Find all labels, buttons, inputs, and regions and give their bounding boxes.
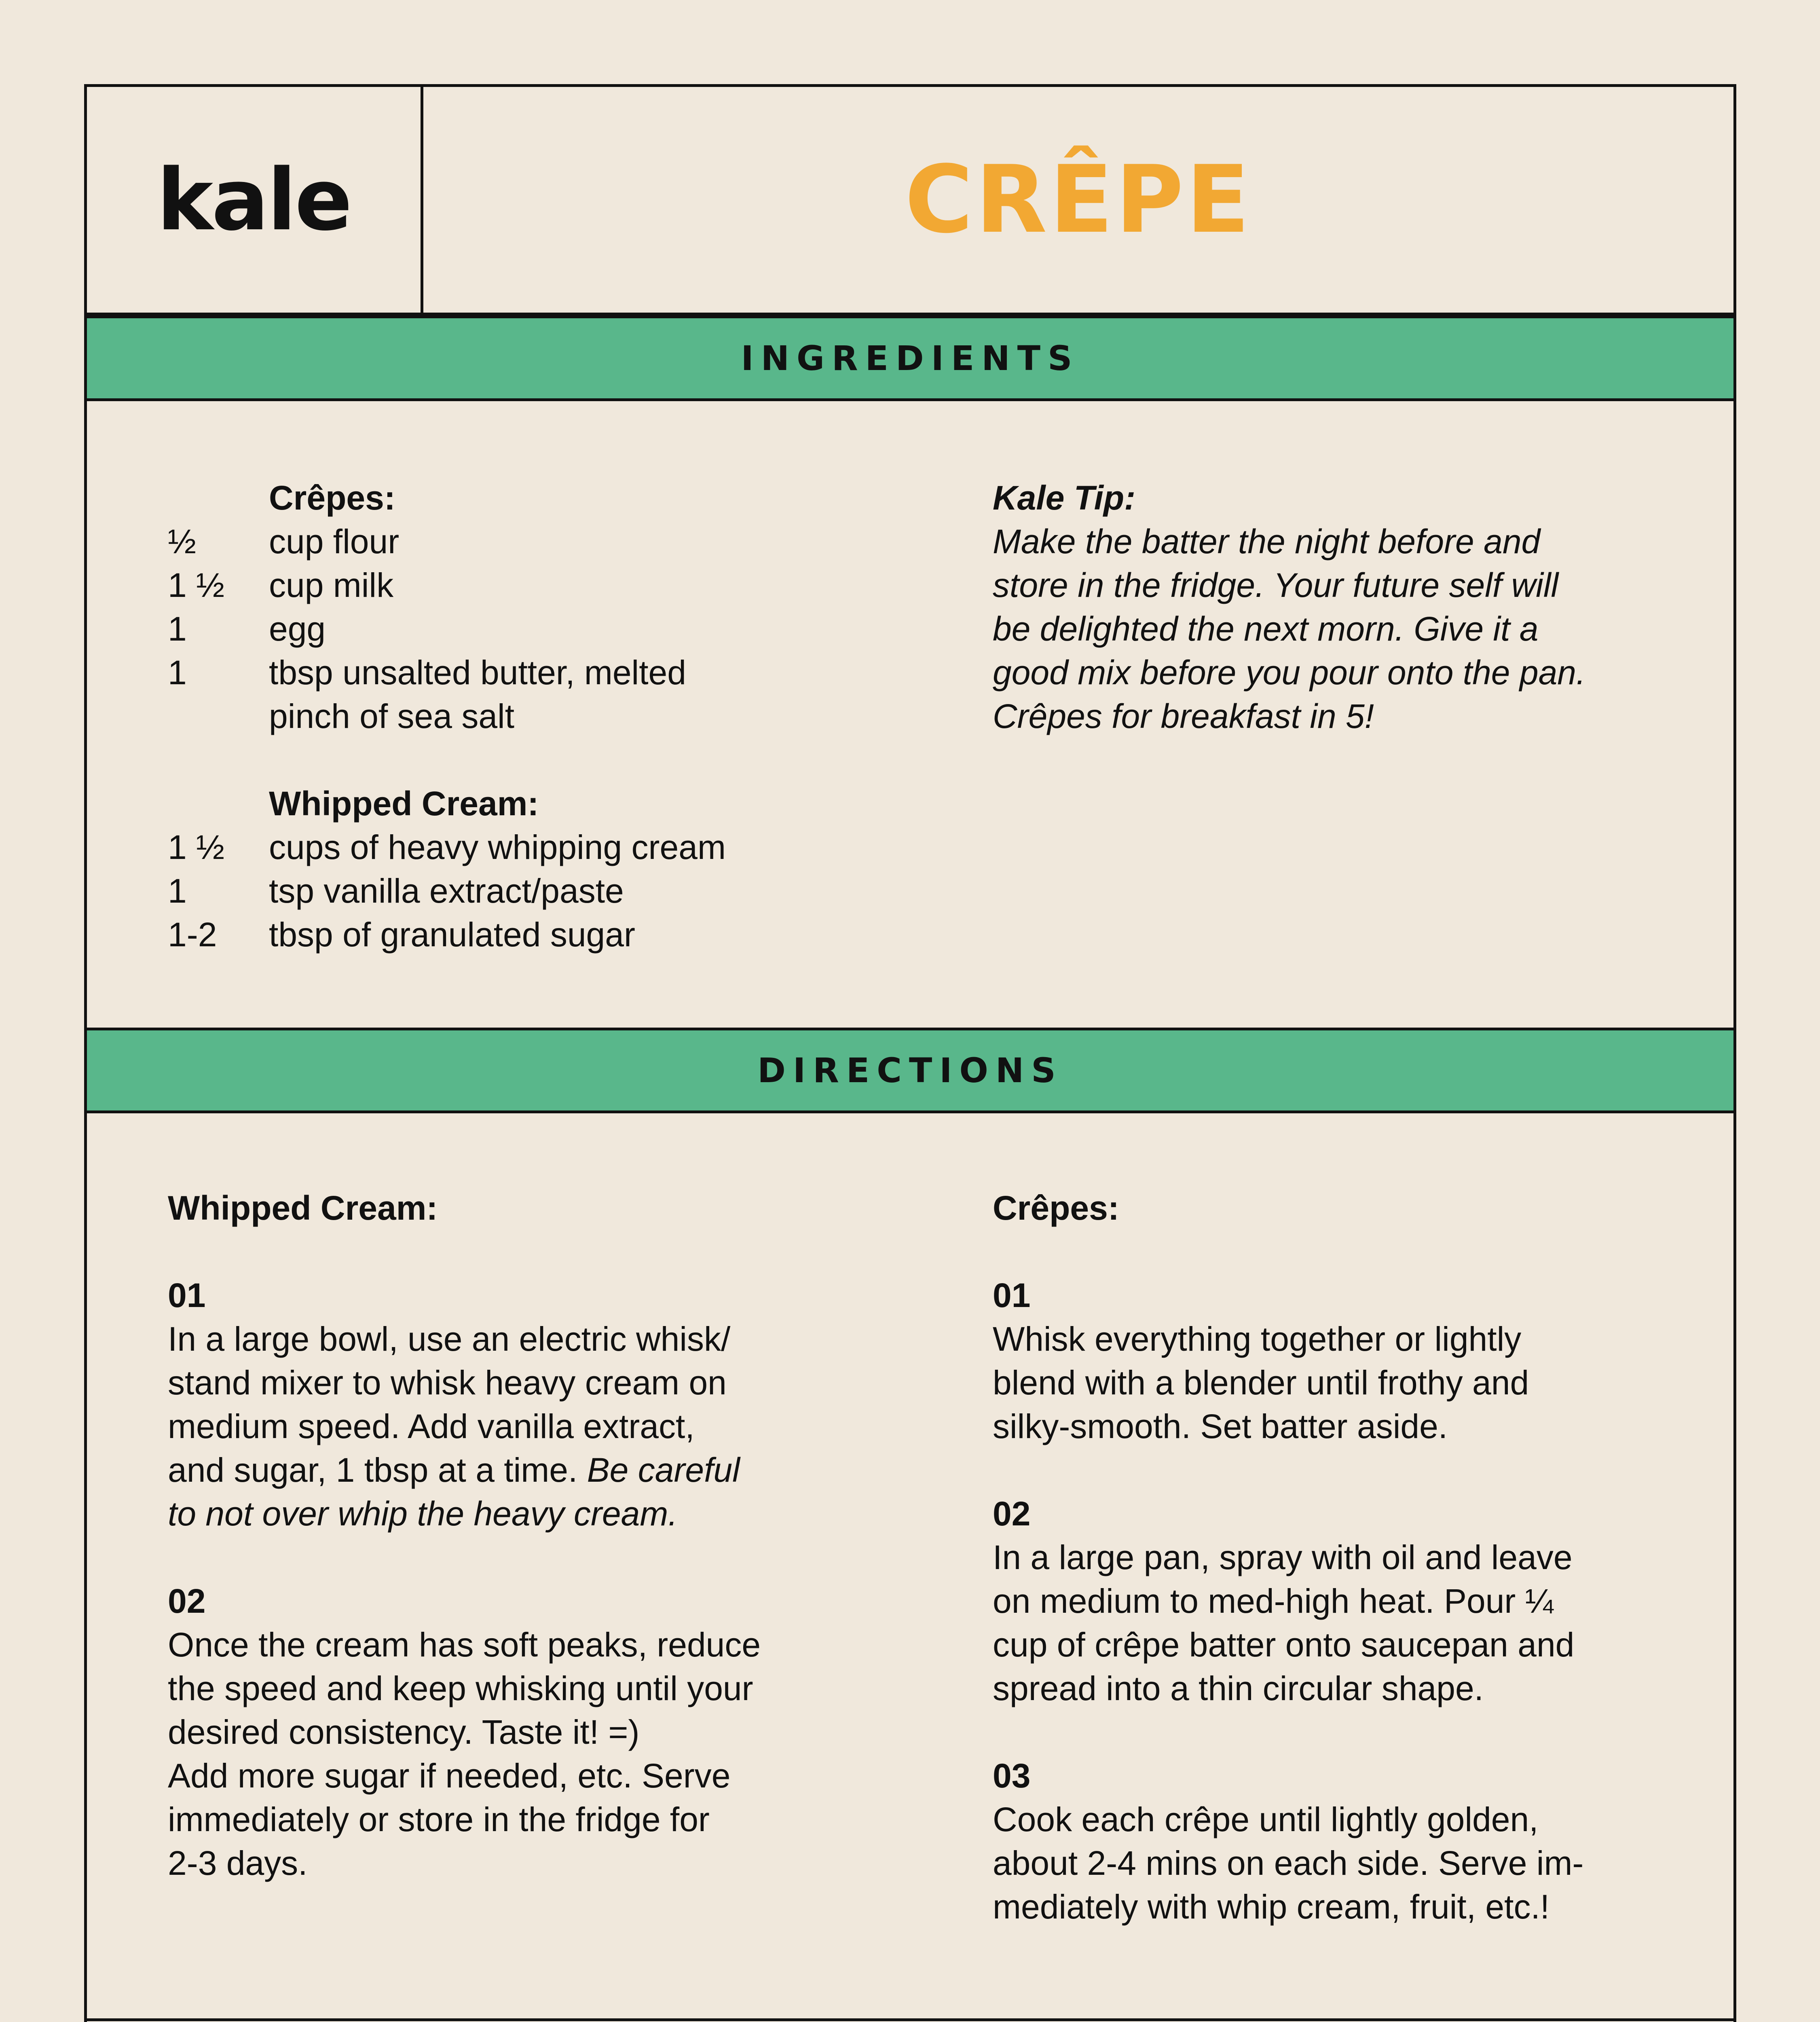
step-warning: to not over whip the heavy cream. — [168, 1495, 678, 1533]
step-number: 01 — [993, 1276, 1031, 1314]
ingredient-item: cups of heavy whipping cream — [269, 828, 726, 866]
crepes-ingredients-heading: Crêpes: — [269, 479, 395, 517]
ingredient-item: cup milk — [269, 566, 394, 604]
ingredient-item: tbsp unsalted butter, melted — [269, 654, 686, 692]
ingredient-item: cup flour — [269, 522, 400, 560]
step-warning: Be careful — [587, 1451, 740, 1489]
step-number: 03 — [993, 1757, 1031, 1795]
ingredient-item: tbsp of granulated sugar — [269, 916, 635, 954]
step-line: In a large bowl, use an electric whisk/ — [168, 1320, 731, 1358]
directions-heading: DIRECTIONS — [757, 1051, 1063, 1090]
ingredient-item: tsp vanilla extract/paste — [269, 872, 624, 910]
step-line: about 2-4 mins on each side. Serve im- — [993, 1844, 1584, 1882]
cream-directions-heading: Whipped Cream: — [168, 1189, 438, 1227]
crepes-directions — [993, 1186, 1680, 1929]
title-cell — [423, 87, 1733, 313]
ingredient-row — [168, 563, 726, 607]
ingredient-qty — [168, 694, 269, 738]
step-line: medium speed. Add vanilla extract, — [168, 1407, 695, 1445]
step-line: immediately or store in the fridge for — [168, 1800, 710, 1838]
step-number: 02 — [168, 1582, 206, 1620]
step-line: In a large pan, spray with oil and leave — [993, 1538, 1573, 1576]
ingredient-row — [168, 651, 726, 694]
kale-tip-line: good mix before you pour onto the pan. — [993, 654, 1586, 692]
crepes-ingredients-heading-row — [168, 476, 726, 520]
step-line: the speed and keep whisking until your — [168, 1669, 753, 1707]
step-line: Add more sugar if needed, etc. Serve — [168, 1757, 731, 1795]
ingredient-row — [168, 694, 726, 738]
kale-tip — [993, 476, 1680, 738]
step-number: 02 — [993, 1495, 1031, 1533]
step-line: mediately with whip cream, fruit, etc.! — [993, 1888, 1550, 1926]
step-line: desired consistency. Taste it! =) — [168, 1713, 640, 1751]
ingredient-row — [168, 869, 726, 913]
kale-tip-line: be delighted the next morn. Give it a — [993, 610, 1539, 648]
crepes-directions-heading: Crêpes: — [993, 1189, 1119, 1227]
ingredient-row — [168, 607, 726, 651]
kale-tip-heading: Kale Tip: — [993, 479, 1136, 517]
kale-tip-line: Crêpes for breakfast in 5! — [993, 697, 1374, 735]
ingredients-heading: INGREDIENTS — [741, 338, 1080, 378]
step-text: and sugar, 1 tbsp at a time. — [168, 1451, 587, 1489]
ingredients-list — [168, 476, 726, 956]
ingredient-qty: ½ — [168, 522, 197, 560]
ingredient-qty: 1 — [168, 610, 187, 648]
step-number: 01 — [168, 1276, 206, 1314]
kale-tip-line: store in the fridge. Your future self will — [993, 566, 1559, 604]
ingredient-row — [168, 913, 726, 956]
brand-logo: kale — [156, 150, 351, 250]
ingredient-qty: 1 ½ — [168, 566, 225, 604]
ingredient-item: pinch of sea salt — [269, 697, 515, 735]
cream-directions — [168, 1186, 936, 1885]
ingredients-band — [87, 315, 1733, 401]
directions-band — [87, 1028, 1733, 1113]
ingredient-qty: 1 ½ — [168, 828, 225, 866]
step-line: cup of crêpe batter onto saucepan and — [993, 1626, 1575, 1664]
ingredient-qty: 1-2 — [168, 916, 217, 954]
step-line: blend with a blender until frothy and — [993, 1364, 1529, 1402]
ingredient-item: egg — [269, 610, 326, 648]
ingredient-row — [168, 520, 726, 563]
step-line: 2-3 days. — [168, 1844, 308, 1882]
footer — [87, 2018, 1733, 2022]
step-line: spread into a thin circular shape. — [993, 1669, 1484, 1707]
step-line: Whisk everything together or lightly — [993, 1320, 1522, 1358]
kale-tip-line: Make the batter the night before and — [993, 522, 1541, 560]
logo-cell — [87, 87, 423, 313]
ingredient-row — [168, 825, 726, 869]
step-line: stand mixer to whisk heavy cream on — [168, 1364, 727, 1402]
step-line: Cook each crêpe until lightly golden, — [993, 1800, 1539, 1838]
ingredient-qty: 1 — [168, 872, 187, 910]
header — [87, 87, 1733, 315]
recipe-title: CRÊPE — [905, 146, 1252, 254]
cream-ingredients-heading-row — [168, 782, 726, 825]
step-line — [168, 1448, 936, 1492]
recipe-card — [84, 84, 1736, 2022]
step-line: on medium to med-high heat. Pour ¼ — [993, 1582, 1554, 1620]
ingredient-qty: 1 — [168, 654, 187, 692]
step-line: silky-smooth. Set batter aside. — [993, 1407, 1448, 1445]
step-line: Once the cream has soft peaks, reduce — [168, 1626, 761, 1664]
cream-ingredients-heading: Whipped Cream: — [269, 785, 539, 823]
